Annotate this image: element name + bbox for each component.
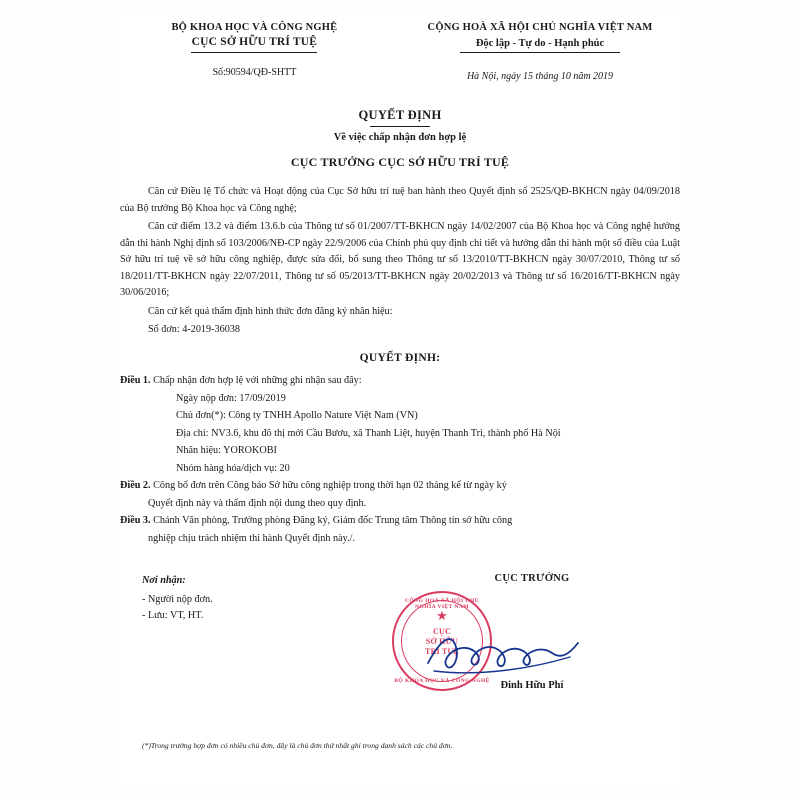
article-1-detail-applicant: Chủ đơn(*): Công ty TNHH Apollo Nature Việt Nam (VN) [176,410,418,422]
article-1-text: Chấp nhận đơn hợp lệ với những ghi nhận sau đây: [153,375,362,387]
seal-arc-bottom-text: BỘ KHOA HỌC VÀ CÔNG NGHỆ [394,678,490,685]
recipients-title: Nơi nhận: [142,575,186,587]
seal-arc-top-text: CỘNG HOÀ XÃ HỘI CHỦ NGHĨA VIỆT NAM [404,598,480,611]
title-divider [370,126,430,127]
article-2-continuation: Quyết định này và thẩm định nội dung theo quy định. [148,497,367,509]
article-1-detail-filing-date: Ngày nộp đơn: 17/09/2019 [176,392,286,404]
article-1-detail-class: Nhóm hàng hóa/dịch vụ: 20 [176,462,290,474]
document-sheet [120,10,680,790]
country-name: CỘNG HOÀ XÃ HỘI CHỦ NGHĨA VIỆT NAM [427,22,653,33]
document-body [120,184,680,547]
article-3-continuation: nghiệp chịu trách nhiệm thi hành Quyết định này./. [148,532,356,544]
signature-area [120,573,680,723]
recipients-block [142,573,213,624]
application-number: Số đơn: 4-2019-36038 [148,324,240,336]
preamble-paragraph-1: Căn cứ Điều lệ Tổ chức và Hoạt động của Cục Sở hữu trí tuệ ban hành theo Quyết định số 2525/QĐ-BKHCN ngày 04/09/2018 của Bộ trưởng Bộ Khoa học và Công nghệ; [120,186,680,214]
issuing-authority-block [120,22,389,82]
article-1-detail-address: Địa chỉ: NV3.6, khu đô thị mới Cầu Bươu, xã Thanh Liệt, huyện Thanh Trì, thành phố Hà Nội [176,427,561,439]
national-motto: Độc lập - Tự do - Hạnh phúc [475,38,605,49]
article-1-detail-trademark: Nhãn hiệu: YOROKOBI [176,445,277,457]
article-2-label: Điều 2. [120,480,151,492]
document-number: Số:90594/QĐ-SHTT [212,67,297,78]
document-title: QUYẾT ĐỊNH [358,108,442,122]
ministry-name: BỘ KHOA HỌC VÀ CÔNG NGHỆ [171,22,338,33]
department-name: CỤC SỞ HỮU TRÍ TUỆ [191,36,318,48]
signer-role: CỤC TRƯỞNG [494,573,570,585]
title-block [120,108,680,170]
article-2 [120,478,680,495]
document-header [120,10,680,82]
official-seal-icon [392,591,492,691]
national-heading-block [400,22,680,82]
signer-name: Đinh Hữu Phí [500,680,564,692]
place-and-date: Hà Nội, ngày 15 tháng 10 năm 2019 [466,71,614,82]
document-subtitle: Về việc chấp nhận đơn hợp lệ [333,132,467,143]
seal-center-text: CỤC SỞ HỮU TRÍ TUỆ [425,627,459,657]
seal-star-icon: ★ [436,608,448,624]
preamble-paragraph-2: Căn cứ điểm 13.2 và điểm 13.6.b của Thông tư số 01/2007/TT-BKHCN ngày 14/02/2007 của Bộ Khoa học và Công nghệ hướng dẫn thi hành Nghị định số 103/2006/NĐ-CP ngày 22/9/2006 của Chính phủ quy định chi tiết và hướng dẫn thi hành một số điều của Luật Sở hữu trí tuệ về sở hữu công nghiệp, được sửa đổi, bổ sung theo Thông tư số 13/2010/TT-BKHCN ngày 30/07/2010, Thông tư số 18/2011/TT-BKHCN ngày 22/07/2011, Thông tư số 05/2013/TT-BKHCN ngày 20/02/2013 và Thông tư số 16/2016/TT-BKHCN ngày 30/06/2016; [120,221,680,299]
recipient-item: - Lưu: VT, HT. [142,610,204,622]
deciding-authority: CỤC TRƯỞNG CỤC SỞ HỮU TRÍ TUỆ [290,155,510,169]
article-2-text: Công bố đơn trên Công báo Sở hữu công nghiệp trong thời hạn 02 tháng kể từ ngày ký [153,480,507,492]
article-3 [120,513,680,530]
header-divider-right [460,52,620,53]
recipient-item: - Người nộp đơn. [142,593,213,605]
article-3-label: Điều 3. [120,515,151,527]
footnote: (*)Trong trường hợp đơn có nhiều chủ đơn, đây là chủ đơn thứ nhất ghi trong danh sách các chủ đơn. [142,741,453,751]
article-3-text: Chánh Văn phòng, Trưởng phòng Đăng ký, Giám đốc Trung tâm Thông tin sở hữu công [153,515,513,527]
header-divider-left [191,52,317,53]
decision-heading: QUYẾT ĐỊNH: [359,351,441,364]
preamble-paragraph-3: Căn cứ kết quả thẩm định hình thức đơn đăng ký nhãn hiệu: [148,305,393,317]
article-1-label: Điều 1. [120,375,151,387]
article-1 [120,373,680,390]
